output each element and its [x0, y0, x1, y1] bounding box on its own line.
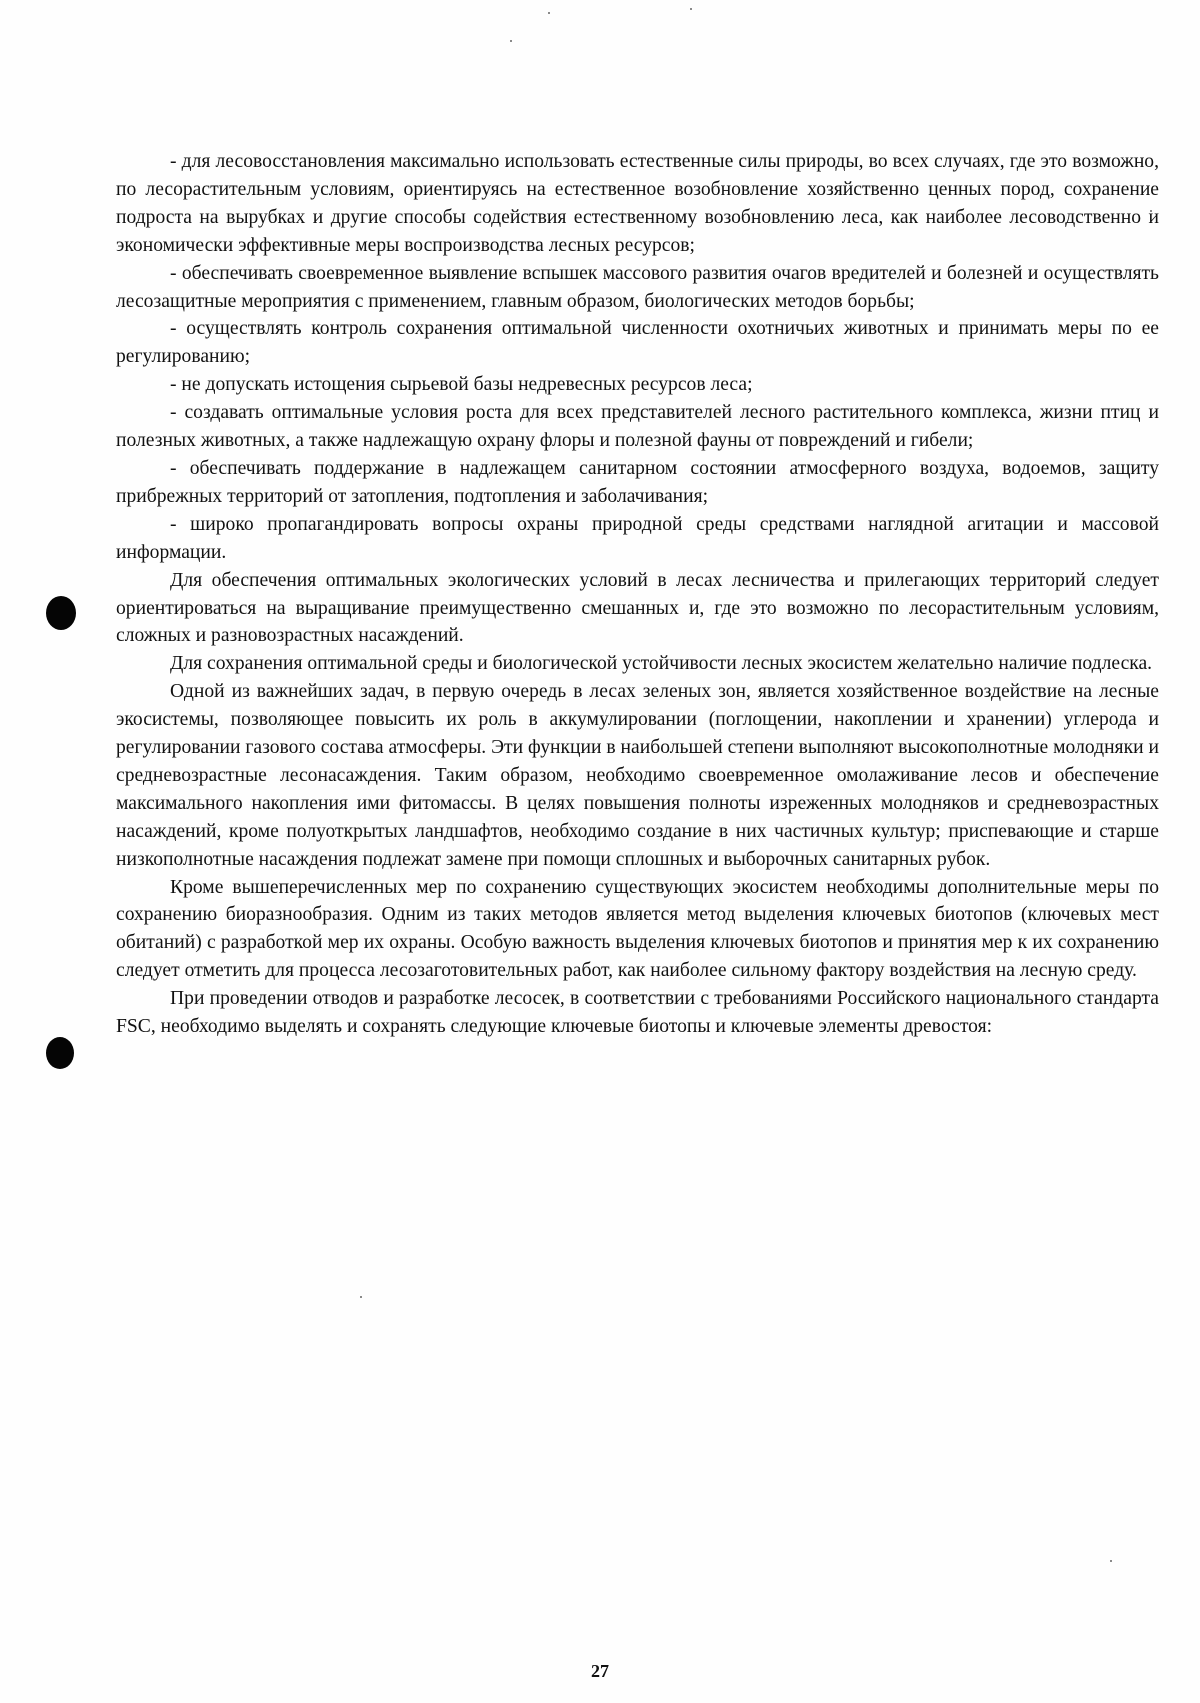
paragraph: - не допускать истощения сырьевой базы недревесных ресурсов леса; — [170, 374, 753, 396]
paragraph: Для сохранения оптимальной среды и биологической устойчивости лесных экосистем желательно наличие подлеска. — [170, 653, 1153, 675]
paragraph: - обеспечивать поддержание в надлежащем санитарном состоянии атмосферного воздуха, водоемов, защиту прибрежных территорий от затопления, подтопления и заболачивания; — [116, 457, 1159, 507]
scan-speck — [548, 12, 550, 14]
scan-speck — [360, 1296, 362, 1298]
page-number: 27 — [591, 1661, 609, 1681]
paragraph: - создавать оптимальные условия роста для всех представителей лесного растительного комплекса, жизни птиц и полезных животных, а также надлежащую охрану флоры и полезной фауны от повреждений и гибели; — [116, 402, 1159, 452]
scan-speck — [690, 8, 692, 10]
scan-speck — [510, 40, 512, 42]
paragraph: При проведении отводов и разработке лесосек, в соответствии с требованиями Российского национального стандарта FSC, необходимо выделять и сохранять следующие ключевые биотопы и ключевые элементы древостоя: — [116, 988, 1159, 1038]
body-text — [116, 148, 1159, 1041]
paragraph: Кроме вышеперечисленных мер по сохранению существующих экосистем необходимы дополнительные меры по сохранению биоразнообразия. Одним из таких методов является метод выделения ключевых биотопов (ключевых мест обитаний) с разработкой мер их охраны. Особую важность выделения ключевых биотопов и принятия мер к их сохранению следует отметить для процесса лесозаготовительных работ, как наиболее сильному фактору воздействия на лесную среду. — [116, 876, 1159, 982]
paragraph: Одной из важнейших задач, в первую очередь в лесах зеленых зон, является хозяйственное воздействие на лесные экосистемы, позволяющее повысить их роль в аккумулировании (поглощении, накоплении и хранении) углерода и регулировании газового состава атмосферы. Эти функции в наибольшей степени выполняют высокополнотные молодняки и средневозрастные лесонасаждения. Таким образом, необходимо своевременное омолаживание лесов и обеспечение максимального накопления ими фитомассы. В целях повышения полноты изреженных молодняков и средневозрастных насаждений, кроме полуоткрытых ландшафтов, необходимо создание в них частичных культур; приспевающие и старше низкополнотные насаждения подлежат замене при помощи сплошных и выборочных санитарных рубок. — [116, 681, 1159, 870]
paragraph: Для обеспечения оптимальных экологических условий в лесах лесничества и прилегающих территорий следует ориентироваться на выращивание преимущественно смешанных и, где это возможно по лесорастительным условиям, сложных и разновозрастных насаждений. — [116, 569, 1159, 647]
paragraph: - для лесовосстановления максимально использовать естественные силы природы, во всех случаях, где это возможно, по лесорастительным условиям, ориентируясь на естественное возобновление хозяйственно ценных пород, сохранение подроста на вырубках и другие способы содействия естественному возобновлению леса, как наиболее лесоводственно и экономически эффективные меры воспроизводства лесных ресурсов; — [116, 151, 1159, 256]
paragraph: - широко пропагандировать вопросы охраны природной среды средствами наглядной агитации и массовой информации. — [116, 513, 1159, 563]
scan-speck — [1110, 1560, 1112, 1562]
punch-hole-mark — [46, 596, 76, 630]
paragraph: - обеспечивать своевременное выявление вспышек массового развития очагов вредителей и болезней и осуществлять лесозащитные мероприятия с применением, главным образом, биологических методов борьбы; — [116, 262, 1159, 312]
paragraph: - осуществлять контроль сохранения оптимальной численности охотничьих животных и принимать меры по ее регулированию; — [116, 318, 1159, 368]
punch-hole-mark — [46, 1037, 74, 1069]
